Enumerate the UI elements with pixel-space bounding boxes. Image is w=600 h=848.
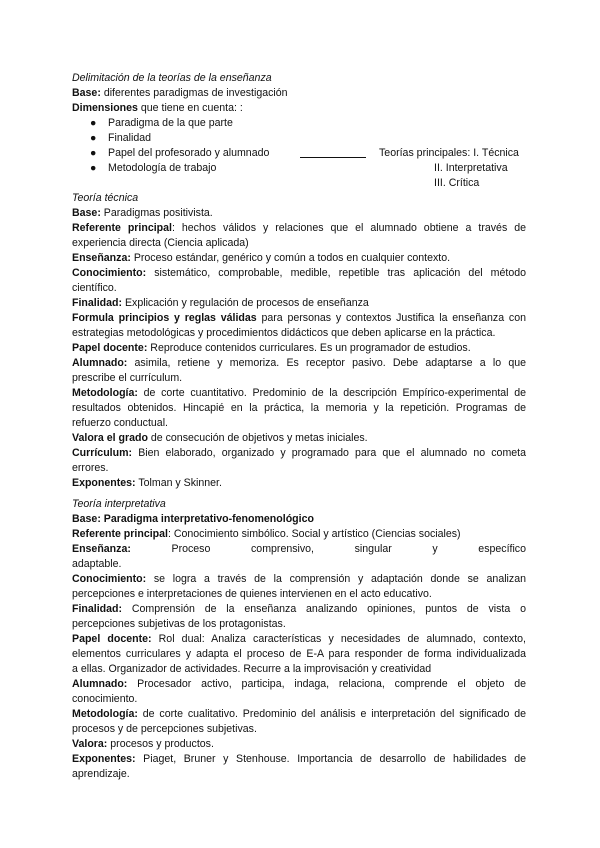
term-text: conocimiento. [72, 693, 138, 705]
tecnica-line [72, 236, 249, 251]
term-text: a ellas. Organizador de actividades. Recurre a la improvisación y creatividad [72, 663, 432, 675]
interpretativa-line [72, 707, 526, 722]
tecnica-line [72, 416, 168, 431]
interpretativa-line [72, 737, 214, 752]
term-label: Papel docente: [72, 342, 148, 354]
interpretativa-line [72, 662, 431, 677]
term-label: Alumnado: [72, 357, 128, 369]
base-text: diferentes paradigmas de investigación [103, 87, 288, 99]
interpretativa-line [72, 587, 432, 602]
term-text: procesos y de percepciones subjetivas. [72, 723, 257, 735]
interpretativa-line [72, 647, 526, 662]
theories-title: Teorías principales: I. Técnica [379, 147, 519, 159]
term-label: Exponentes: [72, 753, 136, 765]
term-text: para personas y contextos Justifica la enseñanza con [256, 312, 526, 324]
tecnica-line [72, 266, 526, 281]
tecnica-line [72, 476, 222, 491]
arrow-line [300, 157, 366, 158]
interpretativa-line [72, 527, 461, 542]
document-page: Delimitación de la teorías de la enseñanza Base: diferentes paradigmas de investigación Dimensiones que tiene en cuenta: : ● Paradigma de la que parte ● Finalidad ● Papel del profesorado y alumnado ● Metodología de trabajo Teorías principales: I. Técnica II. Interpretativa III. Crítica Teoría técnica Base: Paradigmas positivista. Referente principal: hechos válidos y relaciones que el alumnado obtiene a través de experiencia directa (Ciencia aplicada) Enseñanza: Proceso estándar, genérico y común a todos en cualquier contexto. Conocimiento: sistemático, comprobable, medible, repetible tras aplicación del método científico. Finalidad: Explicación y regulación de procesos de enseñanza Formula principios y reglas válidas para personas y contextos Justifica la enseñanza con estrategias metodológicas y procedimientos didácticos que deben aplicarse en la práctica. Papel docente: Reproduce contenidos curriculares. Es un programador de estudios. Alumnado: asimila, retiene y memoriza. Es receptor pasivo. Debe adaptarse a lo que prescribe el currículum. Metodología: de corte cuantitativo. Predominio de la descripción Empírico-experimental de resultados obtenidos. Hincapié en la práctica, la memoria y la repetición. Programas de refuerzo conductual. Valora el grado de consecución de objetivos y metas iniciales. Currículum: Bien elaborado, organizado y programado para que el alumnado no cometa errores. Exponentes: Tolman y Skinner. Teoría interpretativa Base: Paradigma interpretativo-fenomenológico Referente principal: Conocimiento simbólico. Social y artístico (Ciencias sociales) Enseñanza: Proceso comprensivo, singular y específico adaptable. Conocimiento: se logra a través de la comprensión y adaptación donde se analizan percepciones e interpretaciones de quienes intervienen en el acto educativo. Finalidad: Comprensión de la enseñanza analizando opiniones, puntos de vista o percepciones subjetivas de los protagonistas. Papel docente: Rol dual: Analiza características y necesidades de alumnado, contexto, elementos curriculares y adapta el proceso de E-A para responder de forma individualizada a ellas. Organizador de actividades. Recurre a la improvisación y creatividad Alumnado: Procesador activo, participa, indaga, relaciona, comprende el objeto de conocimiento. Metodología: de corte cualitativo. Predominio del análisis e interpretación del significado de procesos y de percepciones subjetivas. Valora: procesos y productos. Exponentes: Piaget, Bruner y Stenhouse. Importancia de desarrollo de habilidades de aprendizaje. [72, 72, 526, 780]
term-text: Explicación y regulación de procesos de enseñanza [122, 297, 369, 309]
bullet-dot-icon: ● [90, 132, 97, 144]
theory-interpretativa: II. Interpretativa [434, 162, 508, 174]
term-text: Comprensión de la enseñanza analizando opiniones, puntos de vista o [122, 603, 526, 615]
tecnica-line [72, 341, 471, 356]
term-label: Conocimiento: [72, 573, 147, 585]
term-text: se logra a través de la comprensión y adaptación donde se analizan [146, 573, 526, 585]
term-label: Conocimiento: [72, 267, 147, 279]
term-text: percepciones e interpretaciones de quienes intervienen en el acto educativo. [72, 588, 432, 600]
interpretativa-line [72, 557, 121, 572]
term-text: Bien elaborado, organizado y programado para que el alumnado no cometa [132, 447, 526, 459]
term-text: refuerzo conductual. [72, 417, 168, 429]
tecnica-line [72, 221, 526, 236]
tecnica-line [72, 206, 213, 221]
term-text: resultados obtenidos. Hincapié en la práctica, la memoria y la repetición. Programas de [72, 402, 526, 414]
tecnica-line [72, 386, 526, 401]
term-label: Currículum: [72, 447, 133, 459]
bullet-dot-icon: ● [90, 117, 97, 129]
dimensions-label: Dimensiones [72, 102, 138, 114]
tecnica-line [72, 326, 495, 341]
section-heading-interpretativa: Teoría interpretativa [72, 498, 166, 510]
tecnica-line [72, 356, 526, 371]
term-label: Finalidad: [72, 297, 123, 309]
term-text: sistemático, comprobable, medible, repetible tras aplicación del método [146, 267, 526, 279]
term-text: de corte cuantitativo. Predominio de la descripción Empírico-experimental de [137, 387, 526, 399]
term-label: Valora: [72, 738, 108, 750]
interpretativa-line [72, 692, 137, 707]
term-label: Finalidad: [72, 603, 123, 615]
dimensions-text: que tiene en cuenta: : [140, 102, 243, 114]
base-line [72, 86, 288, 101]
term-label: Referente principal [72, 222, 172, 234]
term-text: de consecución de objetivos y metas iniciales. [147, 432, 368, 444]
term-label: Enseñanza: [72, 252, 131, 264]
term-text: : hechos válidos y relaciones que el alumnado obtiene a través de [171, 222, 526, 234]
interpretativa-line [72, 632, 526, 647]
term-text: prescribe el currículum. [72, 372, 183, 384]
term-label: Formula principios y reglas válidas [72, 312, 257, 324]
tecnica-line [72, 281, 117, 296]
term-text: científico. [72, 282, 117, 294]
term-label: Exponentes: [72, 477, 136, 489]
tecnica-line [72, 446, 526, 461]
term-label: Metodología: [72, 387, 138, 399]
dimensions-line [72, 101, 243, 116]
term-label: Alumnado: [72, 678, 128, 690]
term-text: percepciones subjetivas de los protagonistas. [72, 618, 286, 630]
term-text: Paradigmas positivista. [100, 207, 213, 219]
term-text: Proceso estándar, genérico y común a todos en cualquier contexto. [130, 252, 451, 264]
interpretativa-line [72, 677, 526, 692]
term-label: Enseñanza: [72, 543, 131, 555]
term-text: Proceso comprensivo, singular y específico [130, 543, 526, 555]
tecnica-line [72, 461, 109, 476]
term-text: Tolman y Skinner. [135, 477, 222, 489]
term-label: Referente principal [72, 528, 168, 540]
term-text: asimila, retiene y memoriza. Es receptor pasivo. Debe adaptarse a lo que [127, 357, 526, 369]
term-text: procesos y productos. [107, 738, 214, 750]
term-text: Procesador activo, participa, indaga, relaciona, comprende el objeto de [127, 678, 526, 690]
tecnica-line [72, 251, 450, 266]
interpretativa-line [72, 752, 526, 767]
term-label: Metodología: [72, 708, 138, 720]
interpretativa-line [72, 767, 130, 782]
term-text: aprendizaje. [72, 768, 130, 780]
base-label: Base: [72, 87, 101, 99]
term-label: Papel docente: [72, 633, 152, 645]
term-text: de corte cualitativo. Predominio del análisis e interpretación del significado de [137, 708, 526, 720]
interpretativa-line [72, 542, 526, 557]
term-text: estrategias metodológicas y procedimientos didácticos que deben aplicarse en la práctica. [72, 327, 496, 339]
bullet-dot-icon: ● [90, 147, 97, 159]
term-text: adaptable. [72, 558, 122, 570]
term-text: errores. [72, 462, 109, 474]
theory-critica: III. Crítica [434, 177, 480, 189]
section-heading-tecnica: Teoría técnica [72, 192, 139, 204]
term-label: Base: [72, 207, 101, 219]
tecnica-line [72, 296, 369, 311]
section-heading-delimitacion: Delimitación de la teorías de la enseñanza [72, 72, 272, 84]
tecnica-line [72, 431, 368, 446]
tecnica-line [72, 371, 182, 386]
term-text: Rol dual: Analiza características y necesidades de alumnado, contexto, [151, 633, 526, 645]
bullet-dot-icon: ● [90, 162, 97, 174]
tecnica-line [72, 311, 526, 326]
term-label: Valora el grado [72, 432, 148, 444]
interpretativa-line [72, 572, 526, 587]
term-text: Piaget, Bruner y Stenhouse. Importancia de desarrollo de habilidades de [135, 753, 526, 765]
term-text: elementos curriculares y adapta el proceso de E-A para responder de forma individualizada [72, 648, 526, 660]
term-text: : Conocimiento simbólico. Social y artístico (Ciencias sociales) [167, 528, 461, 540]
interpretativa-line [72, 512, 314, 527]
term-text: Reproduce contenidos curriculares. Es un programador de estudios. [147, 342, 471, 354]
term-text: experiencia directa (Ciencia aplicada) [72, 237, 249, 249]
tecnica-line [72, 401, 526, 416]
interpretativa-line [72, 617, 286, 632]
term-label: Base: Paradigma interpretativo-fenomenológico [72, 513, 314, 525]
interpretativa-line [72, 602, 526, 617]
interpretativa-line [72, 722, 257, 737]
